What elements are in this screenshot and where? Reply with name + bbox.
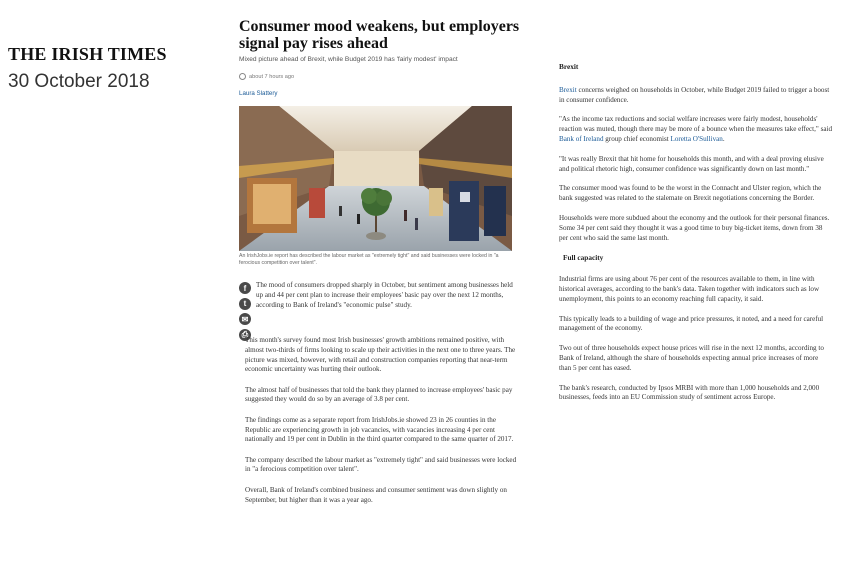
brexit-paragraph-4: The consumer mood was found to be the worst in the Connacht and Ulster region, which the bank suggested was related to the stalemate on Brexit negotiations concerning the Border. [559,184,822,203]
capacity-paragraph: Two out of three households expect house prices will rise in the next 12 months, according to Bank of Ireland, although the share of households expecting annual price increases of more than 5 per cent has eased. [559,344,824,372]
brexit-p1-text: concerns weighed on households in October, while Budget 2019 failed to trigger a boost in consumer confidence. [559,85,830,104]
standfirst: Mixed picture ahead of Brexit, while Budget 2019 has 'fairly modest' impact [239,56,458,63]
brexit-paragraph-1 [559,86,832,106]
brexit-heading: Brexit [559,62,579,71]
headline: Consumer mood weakens, but employers signal pay rises ahead [239,18,520,52]
capacity-paragraph: This typically leads to a building of wage and price pressures, it noted, and a need for careful management of the economy. [559,314,824,333]
body-paragraph: The almost half of businesses that told the bank they planned to increase employees' basic pay suggested they would do so by an average of 3.8 per cent. [245,385,513,404]
brexit-link[interactable]: Brexit [559,85,577,94]
twitter-icon[interactable]: t [239,298,251,310]
brexit-paragraph-5: Households were more subdued about the economy and the outlook for their personal finances. Some 34 per cent said they thought it was a good time to buy big-ticket items, down from 38 per cent who said the same last month. [559,213,830,242]
capacity-paragraph: Industrial firms are using about 76 per cent of the resources available to them, in line with historical averages, according to the bank's data. Taken together with indicators such as low unemployment, this points to an economy reaching full capacity, it said. [559,275,820,303]
masthead [8,44,167,93]
image-caption: An IrishJobs.ie report has described the labour market as "extremely tight" and said businesses were locked in "a ferocious competition over talent". [239,253,499,266]
clock-icon [239,73,246,80]
body-paragraph: Overall, Bank of Ireland's combined business and consumer sentiment was down slightly on September, but higher than it was a year ago. [245,485,507,504]
article-header [239,18,521,97]
loretta-osullivan-link[interactable]: Loretta O'Sullivan [670,134,723,143]
brexit-paragraph-2 [559,115,832,144]
bank-of-ireland-link[interactable]: Bank of Ireland [559,134,604,143]
shopping-centre-photo [239,106,512,251]
timestamp [239,73,521,80]
shopping-centre-illustration [239,106,512,251]
byline[interactable]: Laura Slattery [239,90,278,97]
article-intro [256,281,518,319]
body-paragraph: The company described the labour market as "extremely tight" and said businesses were locked in "a ferocious competition over talent". [245,455,517,474]
share-bar [239,282,253,344]
intro-paragraph: The mood of consumers dropped sharply in October, but sentiment among businesses held up and 44 per cent plan to increase their employees' basic pay over the next 12 months, according to Bank of Ireland's "economic pulse" study. [256,281,513,309]
capacity-paragraph: The bank's research, conducted by Ipsos MRBI with more than 1,000 households and 2,000 businesses, feeds into an EU Commission study of sentiment across Europe. [559,383,820,402]
newspaper-name: THE IRISH TIMES [8,44,167,64]
print-icon[interactable]: ⎙ [239,329,251,341]
body-paragraph: This month's survey found most Irish businesses' growth ambitions remained positive, with almost two-thirds of firms looking to scale up their activities in the next one to three years. The picture was mixed, however, with retail and construction companies reporting that near-term economic uncertainty was hurting their outlook. [245,336,516,374]
full-capacity-heading: Full capacity [563,253,604,263]
article-body [245,336,517,516]
brexit-p2-end: . [722,134,725,143]
timestamp-text: about 7 hours ago [249,73,295,80]
publication-date: 30 October 2018 [8,71,150,92]
article-continuation [559,62,832,413]
brexit-p2-text: "As the income tax reductions and social welfare increases were fairly modest, households' reaction was muted, though there may be more of a bounce when the measures take effect," said [559,115,833,134]
brexit-p2-mid: group chief economist [603,134,671,143]
facebook-icon[interactable]: f [239,282,251,294]
brexit-paragraph-3: "It was really Brexit that hit home for households this month, and with a deal proving elusive and political rhetoric high, consumer confidence was significantly down on last month." [559,154,824,173]
email-icon[interactable]: ✉ [239,313,251,325]
body-paragraph: The findings come as a separate report from IrishJobs.ie showed 23 in 26 counties in the Republic are experiencing growth in job vacancies, with vacancies increasing 4 per cent nationally and 19 per cent in Dublin in the third quarter compared to the same quarter of 2017. [245,415,514,444]
